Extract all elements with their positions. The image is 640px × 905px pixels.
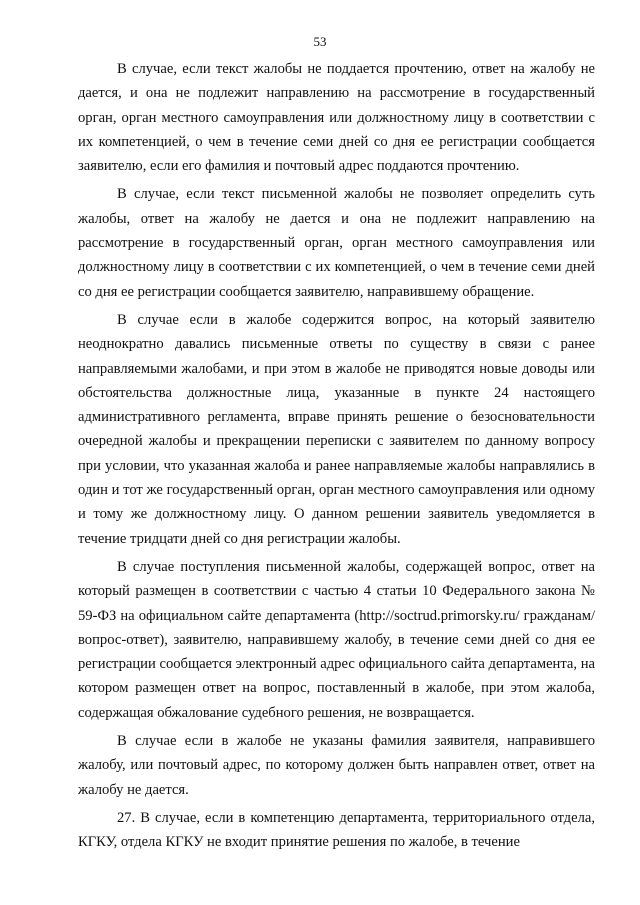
document-body (78, 57, 595, 859)
paragraph-undefined-essence: В случае, если текст письменной жалобы не позволяет определить суть жалобы, ответ на жалобу не дается и она не подлежит направлению на рассмотрение в государственный орган, орган местного самоуправления или должностному лицу в соответствии с их компетенцией, о чем в течение семи дней со дня ее регистрации сообщается заявителю, направившему обращение. (78, 186, 595, 300)
paragraph-answer-published-online: В случае поступления письменной жалобы, содержащей вопрос, ответ на который размещен в соответствии с частью 4 статьи 10 Федерального закона № 59-ФЗ на официальном сайте департамента (http://soctrud.primorsky.ru/ гражданам/вопрос-ответ), заявителю, направившему жалобу, в течение семи дней со дня ее регистрации сообщается электронный адрес официального сайта департамента, на котором размещен ответ на вопрос, поставленный в жалобе, при этом жалоба, содержащая обжалование судебного решения, не возвращается. (78, 558, 595, 721)
paragraph-unreadable-complaint: В случае, если текст жалобы не поддается прочтению, ответ на жалобу не дается, и она не подлежит направлению на рассмотрение в государственный орган, орган местного самоуправления или должностному лицу в соответствии с их компетенцией, о чем в течение семи дней со дня ее регистрации сообщается заявителю, если его фамилия и почтовый адрес поддаются прочтению. (78, 61, 595, 175)
paragraph-repeated-question: В случае если в жалобе содержится вопрос, на который заявителю неоднократно давались письменные ответы по существу в связи с ранее направляемыми жалобами, и при этом в жалобе не приводятся новые доводы или обстоятельства должностные лица, указанные в пункте 24 настоящего административного регламента, вправе принять решение о безосновательности очередной жалобы и прекращении переписки с заявителем по данному вопросу при условии, что указанная жалоба и ранее направляемые жалобы направлялись в один и тот же государственный орган, орган местного самоуправления или одному и тому же должностному лицу. О данном решении заявитель уведомляется в течение тридцати дней со дня регистрации жалобы. (78, 311, 595, 547)
page-number: 53 (313, 34, 327, 49)
paragraph-item-27: 27. В случае, если в компетенцию департамента, территориального отдела, КГКУ, отдела КГКУ не входит принятие решения по жалобе, в течение (78, 809, 595, 851)
paragraph-missing-name-or-address: В случае если в жалобе не указаны фамилия заявителя, направившего жалобу, или почтовый адрес, по которому должен быть направлен ответ, ответ на жалобу не дается. (78, 733, 595, 798)
